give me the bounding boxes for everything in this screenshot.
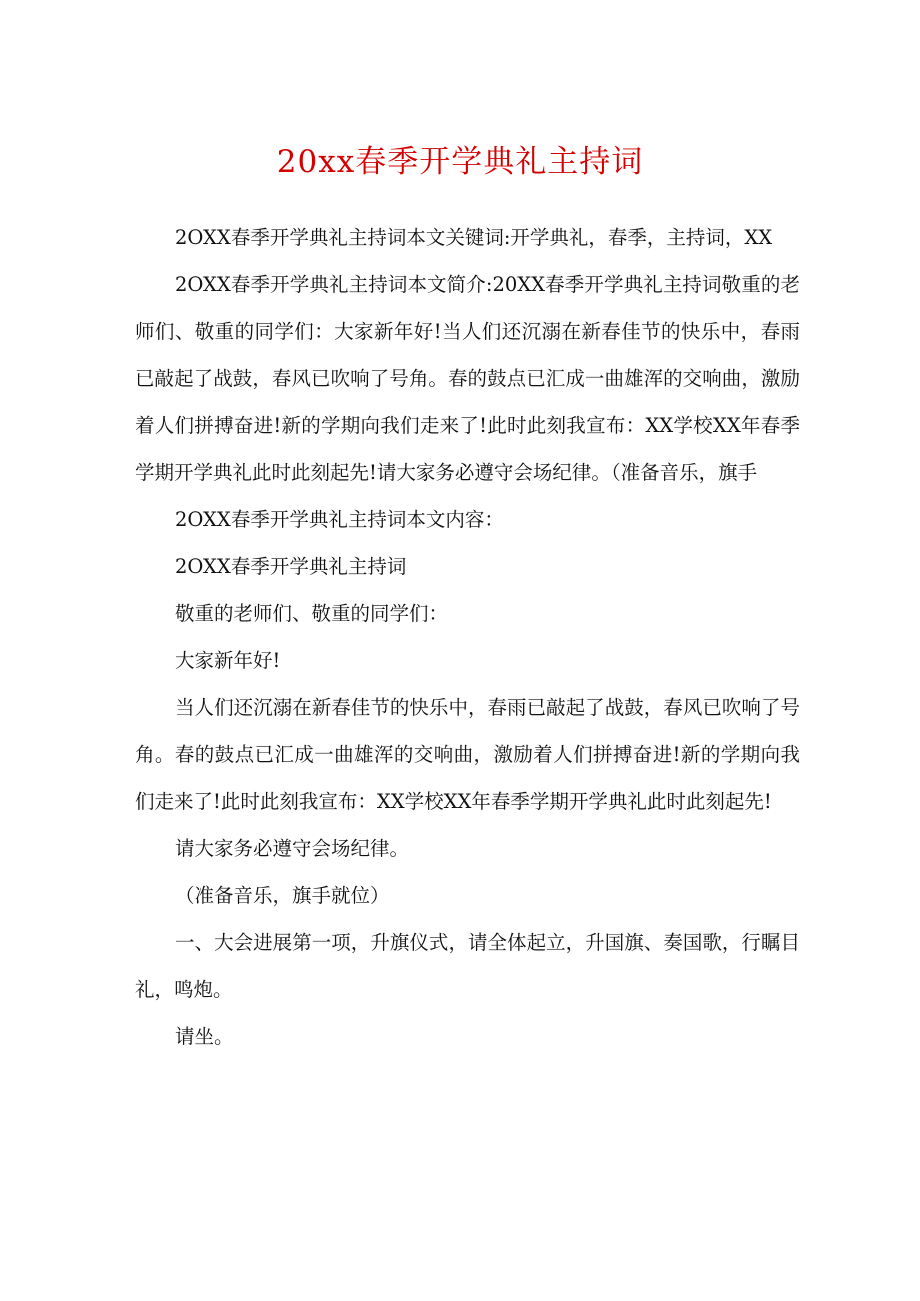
paragraph-sit-down: 请坐。 (175, 1025, 234, 1048)
paragraph-new-year: 大家新年好! (175, 649, 281, 672)
paragraph-summary: 2OXX春季开学典礼主持词本文简介:20XX春季开学典礼主持词敬重的老师们、敬重的同学们：大家新年好!当人们还沉溺在新春佳节的快乐中，春雨已敲起了战鼓，春风已吹响了号角。春的鼓点已汇成一曲雄浑的交响曲，激励着人们拼搏奋进!新的学期向我们走来了!此时此刻我宣布：XX学校XX年春季学期开学典礼此时此刻起先!请大家务必遵守会场纪律。（准备音乐，旗手 (135, 273, 800, 484)
paragraph-speech-title: 2OXX春季开学典礼主持词 (175, 555, 407, 578)
paragraph-keywords: 2OXX春季开学典礼主持词本文关键词:开学典礼，春季，主持词，XX (175, 226, 773, 249)
paragraph-content-heading: 2OXX春季开学典礼主持词本文内容： (175, 508, 504, 531)
paragraph-discipline: 请大家务必遵守会场纪律。 (175, 837, 410, 860)
paragraph-opening: 当人们还沉溺在新春佳节的快乐中，春雨已敲起了战鼓，春风已吹响了号角。春的鼓点已汇成一曲雄浑的交响曲，激励着人们拼搏奋进!新的学期向我们走来了!此时此刻我宣布：XX学校XX年春季学期开学典礼此时此刻起先! (135, 696, 800, 813)
document-body (135, 214, 800, 1060)
document-title: 20xx春季开学典礼主持词 (276, 144, 644, 180)
paragraph-stage-note: （准备音乐，旗手就位） (175, 884, 390, 907)
paragraph-flag-ceremony: 一、大会进展第一项，升旗仪式，请全体起立，升国旗、奏国歌，行瞩目礼，鸣炮。 (135, 931, 800, 1001)
paragraph-greeting: 敬重的老师们、敬重的同学们： (175, 602, 449, 625)
